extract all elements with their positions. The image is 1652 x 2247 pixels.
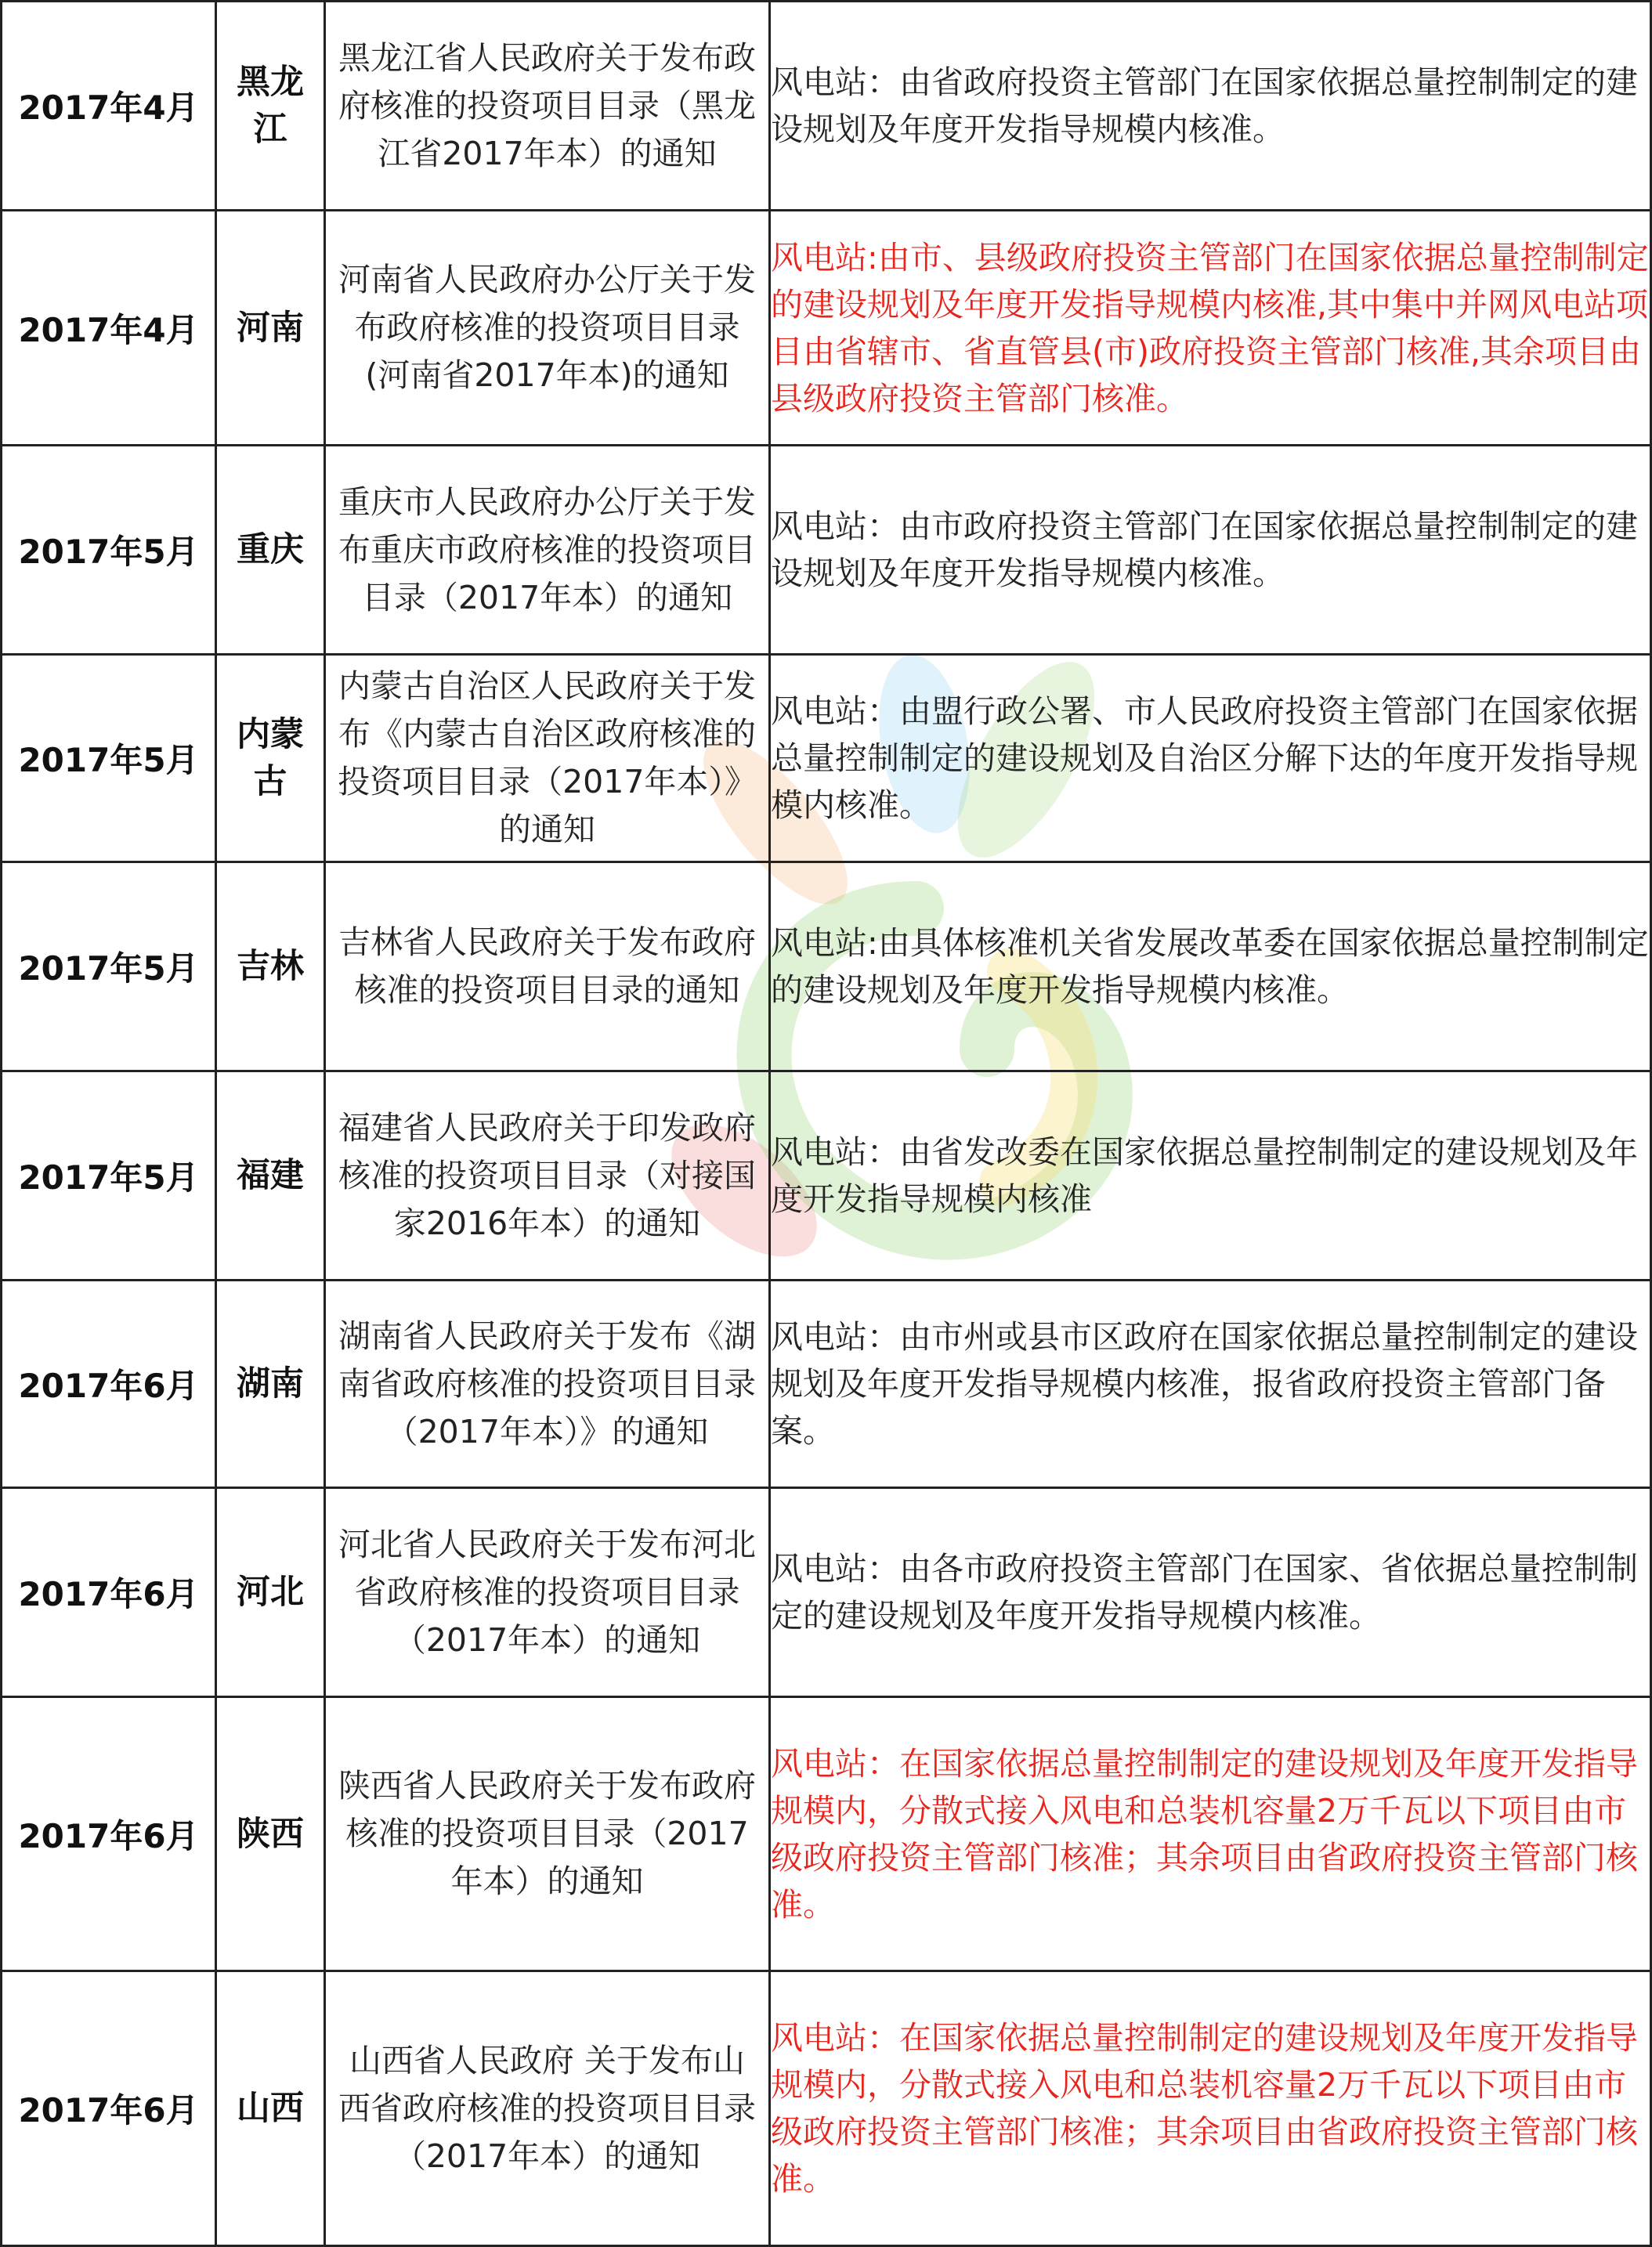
province-label: 河北 <box>237 1573 304 1612</box>
date-cell: 2017年6月 <box>2 1281 216 1488</box>
wind-rule-cell: 风电站：由盟行政公署、市人民政府投资主管部门在国家依据总量控制制定的建设规划及自治区分解下达的年度开发指导规模内核准。 <box>770 655 1651 862</box>
wind-rule-cell: 风电站：由各市政府投资主管部门在国家、省依据总量控制制定的建设规划及年度开发指导规模内核准。 <box>770 1488 1651 1697</box>
document-title: 重庆市人民政府办公厅关于发布重庆市政府核准的投资项目目录（2017年本）的通知 <box>338 482 756 616</box>
province-cell <box>216 446 325 655</box>
province-cell <box>216 2 325 211</box>
document-title: 内蒙古自治区人民政府关于发布《内蒙古自治区政府核准的投资项目目录（2017年本）》的通知 <box>338 667 757 848</box>
table-row <box>2 655 1651 862</box>
document-title: 河北省人民政府关于发布河北省政府核准的投资项目目录（2017年本）的通知 <box>338 1525 756 1659</box>
province-label: 山西 <box>237 2089 304 2128</box>
table-row <box>2 211 1651 446</box>
document-title: 湖南省人民政府关于发布《湖南省政府核准的投资项目目录（2017年本）》的通知 <box>338 1317 756 1450</box>
date-cell: 2017年4月 <box>2 2 216 211</box>
table-row <box>2 1071 1651 1281</box>
province-cell <box>216 1488 325 1697</box>
wind-rule-cell: 风电站：由省政府投资主管部门在国家依据总量控制制定的建设规划及年度开发指导规模内核准。 <box>770 2 1651 211</box>
document-title-cell <box>325 1697 770 1971</box>
table-row <box>2 1281 1651 1488</box>
document-title: 黑龙江省人民政府关于发布政府核准的投资项目目录（黑龙江省2017年本）的通知 <box>338 38 756 172</box>
document-title-cell <box>325 1488 770 1697</box>
wind-rule-cell: 风电站:由具体核准机关省发展改革委在国家依据总量控制制定的建设规划及年度开发指导规模内核准。 <box>770 862 1651 1071</box>
document-title-cell <box>325 446 770 655</box>
table-row <box>2 1488 1651 1697</box>
document-title: 山西省人民政府 关于发布山西省政府核准的投资项目目录（2017年本）的通知 <box>338 2041 756 2175</box>
province-label: 吉林 <box>237 947 304 986</box>
wind-rule-cell: 风电站：在国家依据总量控制制定的建设规划及年度开发指导规模内，分散式接入风电和总装机容量2万千瓦以下项目由市级政府投资主管部门核准；其余项目由省政府投资主管部门核准。 <box>770 1971 1651 2246</box>
wind-rule-cell: 风电站：由市州或县市区政府在国家依据总量控制制定的建设规划及年度开发指导规模内核准，报省政府投资主管部门备案。 <box>770 1281 1651 1488</box>
document-title-cell <box>325 655 770 862</box>
document-title-cell <box>325 1071 770 1281</box>
province-cell <box>216 1281 325 1488</box>
table-row <box>2 862 1651 1071</box>
date-cell: 2017年5月 <box>2 862 216 1071</box>
province-cell <box>216 862 325 1071</box>
province-label: 福建 <box>237 1156 304 1195</box>
province-cell <box>216 1971 325 2246</box>
table-row <box>2 1697 1651 1971</box>
table-row <box>2 446 1651 655</box>
wind-rule-cell: 风电站：在国家依据总量控制制定的建设规划及年度开发指导规模内，分散式接入风电和总装机容量2万千瓦以下项目由市级政府投资主管部门核准；其余项目由省政府投资主管部门核准。 <box>770 1697 1651 1971</box>
document-title-cell <box>325 211 770 446</box>
table-body <box>2 2 1651 2246</box>
document-title: 福建省人民政府关于印发政府核准的投资项目目录（对接国家2016年本）的通知 <box>338 1108 756 1242</box>
document-title-cell <box>325 862 770 1071</box>
document-title: 河南省人民政府办公厅关于发布政府核准的投资项目目录(河南省2017年本)的通知 <box>338 261 756 394</box>
province-label: 河南 <box>237 308 304 348</box>
date-cell: 2017年6月 <box>2 1971 216 2246</box>
province-label: 湖南 <box>237 1364 304 1403</box>
date-cell: 2017年6月 <box>2 1488 216 1697</box>
wind-rule-cell: 风电站:由市、县级政府投资主管部门在国家依据总量控制制定的建设规划及年度开发指导规模内核准,其中集中并网风电站项目由省辖市、省直管县(市)政府投资主管部门核准,其余项目由县级政府投资主管部门核准。 <box>770 211 1651 446</box>
date-cell: 2017年5月 <box>2 446 216 655</box>
province-cell <box>216 1071 325 1281</box>
document-title: 陕西省人民政府关于发布政府核准的投资项目目录（2017年本）的通知 <box>338 1767 756 1900</box>
province-label: 内蒙古 <box>237 715 304 801</box>
date-cell: 2017年4月 <box>2 211 216 446</box>
province-cell <box>216 211 325 446</box>
wind-rule-cell: 风电站：由省发改委在国家依据总量控制制定的建设规划及年度开发指导规模内核准 <box>770 1071 1651 1281</box>
document-title-cell <box>325 1281 770 1488</box>
date-cell: 2017年6月 <box>2 1697 216 1971</box>
wind-rule-cell: 风电站：由市政府投资主管部门在国家依据总量控制制定的建设规划及年度开发指导规模内核准。 <box>770 446 1651 655</box>
document-title: 吉林省人民政府关于发布政府核准的投资项目目录的通知 <box>338 923 756 1009</box>
province-cell <box>216 1697 325 1971</box>
document-title-cell <box>325 2 770 211</box>
date-cell: 2017年5月 <box>2 655 216 862</box>
table-row <box>2 1971 1651 2246</box>
document-title-cell <box>325 1971 770 2246</box>
province-cell <box>216 655 325 862</box>
province-label: 重庆 <box>237 530 304 569</box>
province-label: 陕西 <box>237 1814 304 1854</box>
province-label: 黑龙江 <box>237 63 304 149</box>
date-cell: 2017年5月 <box>2 1071 216 1281</box>
table-row <box>2 2 1651 211</box>
